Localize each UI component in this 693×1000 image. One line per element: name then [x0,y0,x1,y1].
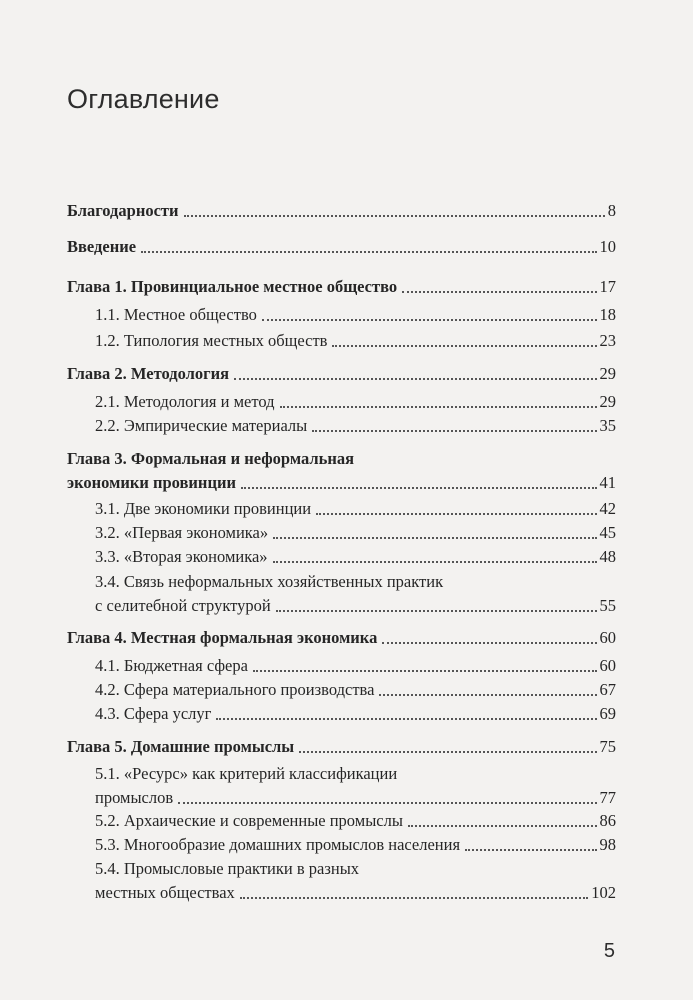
toc-entry[interactable] [67,626,616,650]
toc-entry-page: 45 [599,523,616,542]
dot-leader [253,670,597,672]
toc-entry-page: 29 [599,364,616,383]
table-of-contents [67,0,616,1000]
toc-entry[interactable] [95,414,616,438]
dot-leader [241,487,597,489]
toc-entry[interactable] [95,497,616,521]
dot-leader [382,642,596,644]
dot-leader [408,825,597,827]
dot-leader [276,610,597,612]
dot-leader [184,215,605,217]
toc-entry[interactable] [67,362,616,386]
toc-entry[interactable] [67,275,616,299]
toc-entry[interactable] [95,545,616,569]
toc-entry-title: 4.3. Сфера услуг [95,704,212,723]
page-number: 5 [603,940,615,962]
toc-entry-title-continued: с селитебной структурой [95,596,271,615]
toc-entry[interactable] [95,521,616,545]
toc-entry-page: 35 [599,416,616,435]
toc-entry-page: 41 [599,473,616,492]
toc-entry[interactable] [95,762,616,810]
toc-entry-title: Введение [67,237,137,256]
toc-entry-title: Глава 1. Провинциальное местное общество [67,277,398,296]
dot-leader [273,561,597,563]
toc-entry[interactable] [95,809,616,833]
toc-entry[interactable] [95,702,616,726]
toc-entry[interactable] [95,303,616,327]
toc-entry-page: 67 [599,680,616,699]
dot-leader [280,406,597,408]
toc-entry-page: 8 [607,201,616,220]
dot-leader [141,251,596,253]
dot-leader [273,537,596,539]
toc-entry-title-continued: промыслов [95,788,174,807]
dot-leader [379,694,596,696]
dot-leader [312,430,596,432]
toc-entry-page: 60 [599,656,616,675]
toc-entry[interactable] [95,329,616,353]
dot-leader [234,378,596,380]
dot-leader [465,849,596,851]
toc-entry[interactable] [95,678,616,702]
toc-entry-title: Глава 3. Формальная и неформальная [67,449,355,468]
toc-entry-page: 10 [599,237,616,256]
toc-entry-title: 1.2. Типология местных обществ [95,331,328,350]
page-title: Оглавление [67,84,220,114]
toc-entry-page: 42 [599,499,616,518]
toc-entry[interactable] [95,570,616,618]
toc-entry-page: 17 [599,277,616,296]
toc-entry-title: 2.2. Эмпирические материалы [95,416,308,435]
dot-leader [178,802,596,804]
toc-entry-title: Глава 5. Домашние промыслы [67,737,295,756]
toc-entry-title: 1.1. Местное общество [95,305,257,324]
toc-entry[interactable] [67,447,616,495]
toc-entry-title-continued: экономики провинции [67,473,236,492]
toc-entry-title: 5.1. «Ресурс» как критерий классификации [95,764,398,783]
dot-leader [299,751,596,753]
toc-entry-title: 5.4. Промысловые практики в разных [95,859,360,878]
toc-entry-page: 23 [599,331,616,350]
toc-entry[interactable] [95,857,616,905]
toc-entry-title: 3.2. «Первая экономика» [95,523,269,542]
toc-entry-page: 18 [599,305,616,324]
toc-entry[interactable] [67,199,616,223]
toc-entry[interactable] [95,654,616,678]
toc-entry-page: 48 [599,547,616,566]
toc-entry-page: 98 [599,835,616,854]
toc-entry-title-continued: местных обществах [95,883,235,902]
toc-entry-page: 55 [599,596,616,615]
toc-entry-title: 5.3. Многообразие домашних промыслов населения [95,835,461,854]
toc-entry-title: 4.2. Сфера материального производства [95,680,375,699]
dot-leader [216,718,596,720]
toc-entry-title: 3.4. Связь неформальных хозяйственных практик [95,572,444,591]
toc-entry-title: 3.3. «Вторая экономика» [95,547,268,566]
dot-leader [332,345,596,347]
toc-entry-title: 4.1. Бюджетная сфера [95,656,248,675]
toc-entry-page: 77 [599,788,616,807]
dot-leader [240,897,588,899]
toc-entry-title: Глава 4. Местная формальная экономика [67,628,378,647]
toc-entry[interactable] [95,833,616,857]
toc-entry-page: 102 [591,883,616,902]
toc-entry[interactable] [67,735,616,759]
toc-entry-page: 69 [599,704,616,723]
dot-leader [316,513,596,515]
toc-entry-title: Глава 2. Методология [67,364,230,383]
toc-entry-page: 60 [599,628,616,647]
toc-entry-title: 2.1. Методология и метод [95,392,275,411]
toc-entry-page: 75 [599,737,616,756]
dot-leader [402,291,596,293]
toc-entry[interactable] [67,235,616,259]
dot-leader [262,319,597,321]
toc-entry-title: 5.2. Архаические и современные промыслы [95,811,403,830]
toc-entry-title: Благодарности [67,201,179,220]
toc-entry[interactable] [95,390,616,414]
toc-entry-page: 86 [599,811,616,830]
toc-entry-page: 29 [599,392,616,411]
toc-entry-title: 3.1. Две экономики провинции [95,499,312,518]
